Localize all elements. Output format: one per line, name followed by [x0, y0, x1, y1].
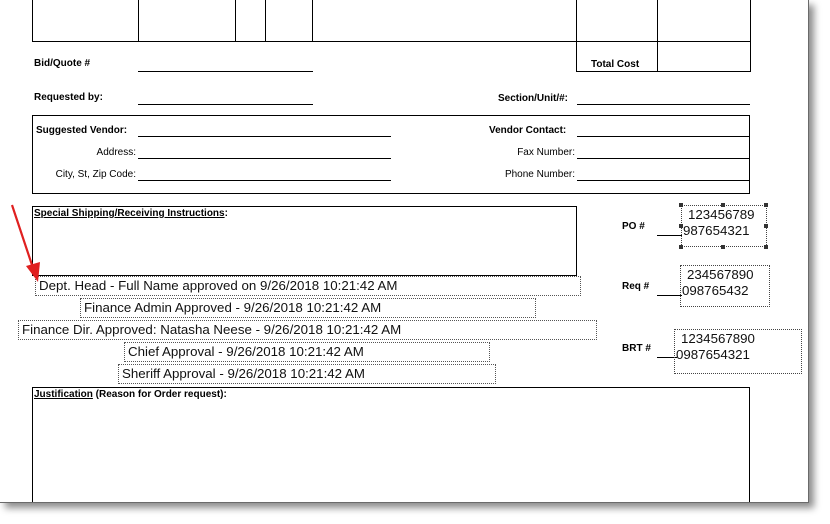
city-state-zip-field[interactable] — [138, 180, 391, 181]
requested-by-field[interactable] — [138, 104, 313, 105]
justification-label-text: Justification — [34, 389, 93, 400]
req-number-field[interactable] — [680, 265, 770, 307]
annotation-arrow-icon — [0, 0, 60, 300]
finance-dir-approval[interactable]: Finance Dir. Approved: Natasha Neese - 9/26/2018 10:21:42 AM — [18, 320, 597, 340]
justification-box[interactable] — [32, 387, 750, 503]
req-number-line1: 234567890 — [687, 267, 754, 282]
section-unit-label: Section/Unit/#: — [498, 93, 569, 104]
req-underline — [657, 295, 682, 296]
fax-number-label: Fax Number: — [517, 147, 575, 158]
city-state-zip-label: City, St, Zip Code: — [55, 169, 136, 180]
po-label: PO # — [622, 221, 645, 232]
resize-handle-icon[interactable] — [679, 203, 683, 207]
chief-approval[interactable]: Chief Approval - 9/26/2018 10:21:42 AM — [124, 342, 490, 362]
vendor-contact-label: Vendor Contact: — [489, 125, 567, 136]
address-label: Address: — [96, 147, 136, 158]
resize-handle-icon[interactable] — [764, 224, 768, 228]
resize-handle-icon[interactable] — [679, 224, 683, 228]
bid-quote-field[interactable] — [138, 71, 313, 72]
dept-head-approval[interactable]: Dept. Head - Full Name approved on 9/26/2018 10:21:42 AM — [35, 276, 581, 296]
req-label: Req # — [622, 281, 650, 292]
resize-handle-icon[interactable] — [764, 203, 768, 207]
justification-label-sub: (Reason for Order request): — [92, 389, 227, 400]
phone-number-field[interactable] — [577, 180, 749, 181]
special-shipping-colon: : — [224, 208, 228, 219]
suggested-vendor-label: Suggested Vendor: — [36, 125, 128, 136]
finance-admin-approval[interactable]: Finance Admin Approved - 9/26/2018 10:21:42 AM — [80, 298, 536, 318]
brt-number-field[interactable] — [674, 329, 802, 374]
po-number-field[interactable] — [681, 205, 767, 247]
phone-number-label: Phone Number: — [504, 169, 575, 180]
po-number-line2: 987654321 — [683, 223, 750, 238]
special-shipping-label — [34, 208, 228, 220]
sheriff-approval[interactable]: Sheriff Approval - 9/26/2018 10:21:42 AM — [118, 364, 496, 384]
brt-label: BRT # — [622, 343, 651, 354]
resize-handle-icon[interactable] — [721, 203, 725, 207]
bid-quote-label: Bid/Quote # — [34, 58, 91, 69]
brt-number-line1: 1234567890 — [681, 331, 755, 346]
section-unit-field[interactable] — [577, 104, 750, 105]
po-number-line1: 123456789 — [688, 207, 755, 222]
total-cost-label: Total Cost — [591, 59, 640, 70]
vendor-contact-field[interactable] — [577, 136, 749, 137]
po-underline — [657, 235, 682, 236]
special-shipping-label-text: Special Shipping/Receiving Instructions — [34, 208, 225, 219]
resize-handle-icon[interactable] — [679, 245, 683, 249]
brt-number-line2: 0987654321 — [676, 347, 750, 362]
justification-label — [34, 389, 227, 401]
vendor-box — [32, 115, 750, 194]
suggested-vendor-field[interactable] — [138, 136, 391, 137]
address-field[interactable] — [138, 158, 391, 159]
fax-number-field[interactable] — [577, 158, 749, 159]
resize-handle-icon[interactable] — [764, 245, 768, 249]
requested-by-label: Requested by: — [34, 92, 103, 103]
resize-handle-icon[interactable] — [721, 245, 725, 249]
req-number-line2: 098765432 — [682, 283, 749, 298]
